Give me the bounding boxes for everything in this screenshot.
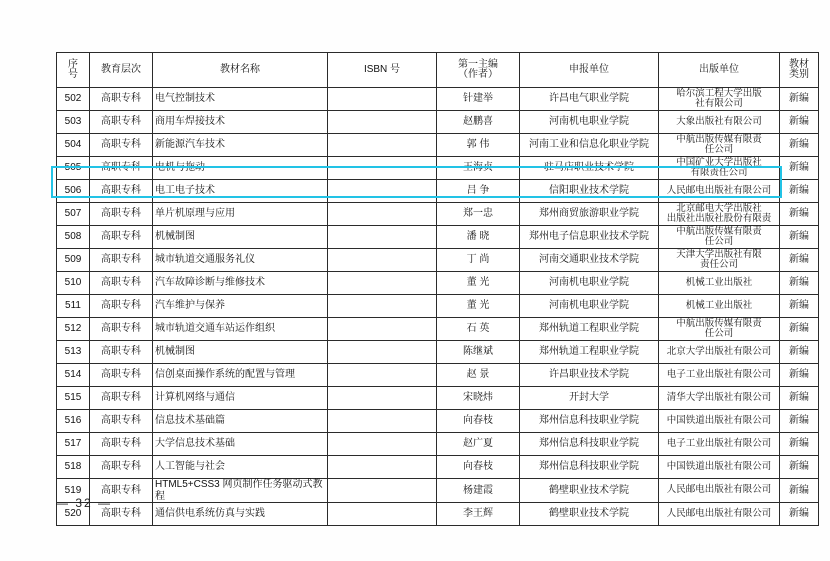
table-row[interactable] <box>57 410 819 433</box>
cell-name: 单片机原理与应用 <box>153 203 328 226</box>
cell-publisher-line: 中国矿业大学出版社 <box>676 156 762 168</box>
cell-name: 计算机网络与通信 <box>153 387 328 410</box>
column-header-seq <box>57 53 90 88</box>
cell-publisher <box>659 364 780 387</box>
cell-isbn <box>328 249 437 272</box>
cell-publisher-line: 任公司 <box>704 236 734 247</box>
cell-name: 机械制图 <box>153 226 328 249</box>
cell-unit: 河南机电职业学院 <box>520 272 659 295</box>
column-header-author-line2: （作者） <box>458 69 498 80</box>
cell-seq: 510 <box>57 272 90 295</box>
cell-name: 商用车焊接技术 <box>153 111 328 134</box>
cell-type: 新编 <box>780 134 819 157</box>
cell-level: 高职专科 <box>90 111 153 134</box>
column-header-author <box>437 53 520 88</box>
cell-publisher <box>659 272 780 295</box>
cell-type: 新编 <box>780 272 819 295</box>
column-header-publisher: 出版单位 <box>659 53 780 88</box>
cell-unit: 许昌职业技术学院 <box>520 364 659 387</box>
cell-publisher-line: 中国铁道出版社有限公司 <box>666 460 772 472</box>
cell-seq: 503 <box>57 111 90 134</box>
cell-level: 高职专科 <box>90 410 153 433</box>
cell-isbn <box>328 387 437 410</box>
cell-seq: 502 <box>57 88 90 111</box>
cell-type: 新编 <box>780 341 819 364</box>
cell-seq: 511 <box>57 295 90 318</box>
cell-publisher <box>659 410 780 433</box>
cell-type: 新编 <box>780 410 819 433</box>
cell-level: 高职专科 <box>90 364 153 387</box>
cell-publisher <box>659 226 780 249</box>
cell-seq: 516 <box>57 410 90 433</box>
cell-name: 信创桌面操作系统的配置与管理 <box>153 364 328 387</box>
table-row[interactable] <box>57 157 819 180</box>
cell-publisher <box>659 479 780 503</box>
textbook-table <box>56 52 819 526</box>
cell-level: 高职专科 <box>90 249 153 272</box>
cell-level: 高职专科 <box>90 272 153 295</box>
cell-seq: 504 <box>57 134 90 157</box>
cell-type: 新编 <box>780 295 819 318</box>
cell-name: HTML5+CSS3 网页制作任务驱动式教程 <box>153 479 328 503</box>
cell-author: 丁 尚 <box>437 249 520 272</box>
cell-publisher-line: 人民邮电出版社有限公司 <box>666 484 772 496</box>
cell-publisher <box>659 456 780 479</box>
cell-author: 向春枝 <box>437 410 520 433</box>
cell-unit: 河南机电职业学院 <box>520 295 659 318</box>
column-header-name: 教材名称 <box>153 53 328 88</box>
cell-publisher <box>659 111 780 134</box>
cell-unit: 河南工业和信息化职业学院 <box>520 134 659 157</box>
cell-type: 新编 <box>780 318 819 341</box>
cell-publisher-line: 中国铁道出版社有限公司 <box>666 414 772 426</box>
cell-name: 人工智能与社会 <box>153 456 328 479</box>
column-header-seq-line1: 序 <box>68 58 78 70</box>
cell-publisher-line: 北京邮电大学出版社 <box>676 202 762 214</box>
cell-publisher-line: 机械工业出版社 <box>685 299 753 311</box>
cell-publisher-line: 中航出版传媒有限责 <box>676 317 762 329</box>
cell-seq: 518 <box>57 456 90 479</box>
table-header <box>57 53 819 88</box>
cell-name: 汽车故障诊断与维修技术 <box>153 272 328 295</box>
cell-seq: 507 <box>57 203 90 226</box>
cell-unit: 郑州信息科技职业学院 <box>520 456 659 479</box>
cell-isbn <box>328 456 437 479</box>
cell-seq: 512 <box>57 318 90 341</box>
cell-level: 高职专科 <box>90 479 153 503</box>
cell-level: 高职专科 <box>90 341 153 364</box>
cell-seq: 506 <box>57 180 90 203</box>
cell-seq: 513 <box>57 341 90 364</box>
cell-seq: 517 <box>57 433 90 456</box>
cell-isbn <box>328 364 437 387</box>
cell-level: 高职专科 <box>90 387 153 410</box>
cell-publisher <box>659 503 780 526</box>
cell-author: 宋晓炜 <box>437 387 520 410</box>
cell-author: 董 光 <box>437 295 520 318</box>
cell-seq: 509 <box>57 249 90 272</box>
column-header-author-line1: 第一主编 <box>458 58 498 70</box>
cell-type: 新编 <box>780 479 819 503</box>
cell-unit: 开封大学 <box>520 387 659 410</box>
cell-unit: 河南机电职业学院 <box>520 111 659 134</box>
cell-publisher-line: 机械工业出版社 <box>685 276 753 288</box>
cell-level: 高职专科 <box>90 157 153 180</box>
cell-seq: 514 <box>57 364 90 387</box>
cell-publisher <box>659 295 780 318</box>
textbook-table-container <box>56 52 809 526</box>
cell-isbn <box>328 410 437 433</box>
cell-name: 大学信息技术基础 <box>153 433 328 456</box>
cell-publisher-line: 社有限公司 <box>695 98 743 109</box>
cell-seq: 519 <box>57 479 90 503</box>
table-body <box>57 88 819 526</box>
cell-author: 赵鹏喜 <box>437 111 520 134</box>
cell-isbn <box>328 88 437 111</box>
cell-publisher <box>659 387 780 410</box>
cell-publisher-line: 任公司 <box>704 328 734 339</box>
cell-name: 城市轨道交通车站运作组织 <box>153 318 328 341</box>
cell-publisher <box>659 433 780 456</box>
cell-unit: 郑州轨道工程职业学院 <box>520 341 659 364</box>
column-header-seq-line2: 号 <box>68 69 78 80</box>
cell-level: 高职专科 <box>90 433 153 456</box>
cell-level: 高职专科 <box>90 226 153 249</box>
cell-author: 杨建霞 <box>437 479 520 503</box>
cell-level: 高职专科 <box>90 88 153 111</box>
cell-isbn <box>328 203 437 226</box>
cell-author: 石 英 <box>437 318 520 341</box>
cell-type: 新编 <box>780 180 819 203</box>
cell-name: 电气控制技术 <box>153 88 328 111</box>
cell-level: 高职专科 <box>90 203 153 226</box>
cell-isbn <box>328 111 437 134</box>
table-row[interactable] <box>57 387 819 410</box>
cell-author: 陈继斌 <box>437 341 520 364</box>
cell-unit: 鹤壁职业技术学院 <box>520 503 659 526</box>
cell-author: 董 光 <box>437 272 520 295</box>
table-row[interactable] <box>57 226 819 249</box>
cell-unit: 许昌电气职业学院 <box>520 88 659 111</box>
table-row[interactable] <box>57 295 819 318</box>
cell-unit: 郑州轨道工程职业学院 <box>520 318 659 341</box>
cell-unit: 郑州电子信息职业技术学院 <box>520 226 659 249</box>
table-header-row <box>57 53 819 88</box>
page-number: — 32 — <box>56 496 113 510</box>
cell-isbn <box>328 134 437 157</box>
cell-publisher-line: 责任公司 <box>699 259 738 270</box>
cell-isbn <box>328 226 437 249</box>
table-row[interactable] <box>57 180 819 203</box>
cell-type: 新编 <box>780 157 819 180</box>
cell-isbn <box>328 157 437 180</box>
cell-unit: 鹤壁职业技术学院 <box>520 479 659 503</box>
cell-publisher <box>659 88 780 111</box>
cell-type: 新编 <box>780 203 819 226</box>
cell-publisher-line: 电子工业出版社有限公司 <box>666 368 772 380</box>
cell-author: 潘 晓 <box>437 226 520 249</box>
table-row[interactable] <box>57 203 819 226</box>
cell-unit: 驻马店职业技术学院 <box>520 157 659 180</box>
cell-publisher-line: 天津大学出版社有限 <box>676 248 762 260</box>
cell-isbn <box>328 479 437 503</box>
cell-publisher-line: 电子工业出版社有限公司 <box>666 437 772 449</box>
cell-unit: 郑州信息科技职业学院 <box>520 410 659 433</box>
cell-publisher-line: 大象出版社有限公司 <box>676 115 762 127</box>
cell-publisher <box>659 341 780 364</box>
cell-level: 高职专科 <box>90 318 153 341</box>
cell-type: 新编 <box>780 503 819 526</box>
cell-author: 针建举 <box>437 88 520 111</box>
table-row[interactable] <box>57 88 819 111</box>
cell-author: 赵广夏 <box>437 433 520 456</box>
cell-publisher-line: 人民邮电出版社有限公司 <box>666 184 772 196</box>
cell-name: 城市轨道交通服务礼仪 <box>153 249 328 272</box>
cell-author: 郭 伟 <box>437 134 520 157</box>
cell-isbn <box>328 295 437 318</box>
cell-type: 新编 <box>780 249 819 272</box>
cell-level: 高职专科 <box>90 456 153 479</box>
cell-name: 电机与拖动 <box>153 157 328 180</box>
table-row[interactable] <box>57 134 819 157</box>
cell-level: 高职专科 <box>90 180 153 203</box>
cell-type: 新编 <box>780 364 819 387</box>
cell-isbn <box>328 433 437 456</box>
cell-name: 汽车维护与保养 <box>153 295 328 318</box>
cell-unit: 郑州商贸旅游职业学院 <box>520 203 659 226</box>
cell-type: 新编 <box>780 226 819 249</box>
cell-publisher-line: 人民邮电出版社有限公司 <box>666 507 772 519</box>
cell-name: 机械制图 <box>153 341 328 364</box>
cell-publisher-line: 北京大学出版社有限公司 <box>666 345 772 357</box>
cell-type: 新编 <box>780 111 819 134</box>
cell-author: 郑一忠 <box>437 203 520 226</box>
cell-publisher-line: 中航出版传媒有限责 <box>676 225 762 237</box>
cell-type: 新编 <box>780 88 819 111</box>
cell-name: 信息技术基础篇 <box>153 410 328 433</box>
column-header-unit: 申报单位 <box>520 53 659 88</box>
cell-name: 电工电子技术 <box>153 180 328 203</box>
column-header-type-line2: 类别 <box>789 69 809 80</box>
cell-unit: 郑州信息科技职业学院 <box>520 433 659 456</box>
cell-seq: 515 <box>57 387 90 410</box>
cell-publisher <box>659 318 780 341</box>
cell-level: 高职专科 <box>90 295 153 318</box>
column-header-type-line1: 教材 <box>789 58 809 70</box>
column-header-level: 教育层次 <box>90 53 153 88</box>
cell-level: 高职专科 <box>90 503 153 526</box>
column-header-type <box>780 53 819 88</box>
cell-seq: 508 <box>57 226 90 249</box>
cell-isbn <box>328 318 437 341</box>
column-header-isbn: ISBN 号 <box>328 53 437 88</box>
cell-publisher-line: 任公司 <box>704 144 734 155</box>
cell-seq: 505 <box>57 157 90 180</box>
table-row[interactable] <box>57 318 819 341</box>
cell-author: 吕 争 <box>437 180 520 203</box>
table-row[interactable] <box>57 433 819 456</box>
cell-author: 赵 景 <box>437 364 520 387</box>
table-row[interactable] <box>57 456 819 479</box>
cell-level: 高职专科 <box>90 134 153 157</box>
cell-publisher <box>659 203 780 226</box>
cell-author: 王海贞 <box>437 157 520 180</box>
cell-unit: 河南交通职业技术学院 <box>520 249 659 272</box>
cell-name: 通信供电系统仿真与实践 <box>153 503 328 526</box>
table-row[interactable] <box>57 249 819 272</box>
cell-author: 李王辉 <box>437 503 520 526</box>
cell-isbn <box>328 272 437 295</box>
cell-type: 新编 <box>780 456 819 479</box>
cell-type: 新编 <box>780 433 819 456</box>
cell-publisher <box>659 249 780 272</box>
cell-name: 新能源汽车技术 <box>153 134 328 157</box>
cell-isbn <box>328 503 437 526</box>
cell-publisher-line: 中航出版传媒有限责 <box>676 133 762 145</box>
cell-seq: 520 <box>57 503 90 526</box>
cell-unit: 信阳职业技术学院 <box>520 180 659 203</box>
cell-publisher-line: 清华大学出版社有限公司 <box>666 391 772 403</box>
cell-isbn <box>328 341 437 364</box>
table-row[interactable] <box>57 341 819 364</box>
table-row[interactable] <box>57 272 819 295</box>
table-row[interactable] <box>57 364 819 387</box>
table-row[interactable] <box>57 111 819 134</box>
cell-publisher <box>659 157 780 180</box>
cell-type: 新编 <box>780 387 819 410</box>
cell-publisher <box>659 134 780 157</box>
cell-publisher-line: 哈尔滨工程大学出版 <box>676 87 762 99</box>
cell-publisher-line: 出版社出版社股份有限责 <box>666 213 772 224</box>
cell-publisher <box>659 180 780 203</box>
cell-author: 向春枝 <box>437 456 520 479</box>
cell-isbn <box>328 180 437 203</box>
cell-publisher-line: 有限责任公司 <box>690 167 748 178</box>
